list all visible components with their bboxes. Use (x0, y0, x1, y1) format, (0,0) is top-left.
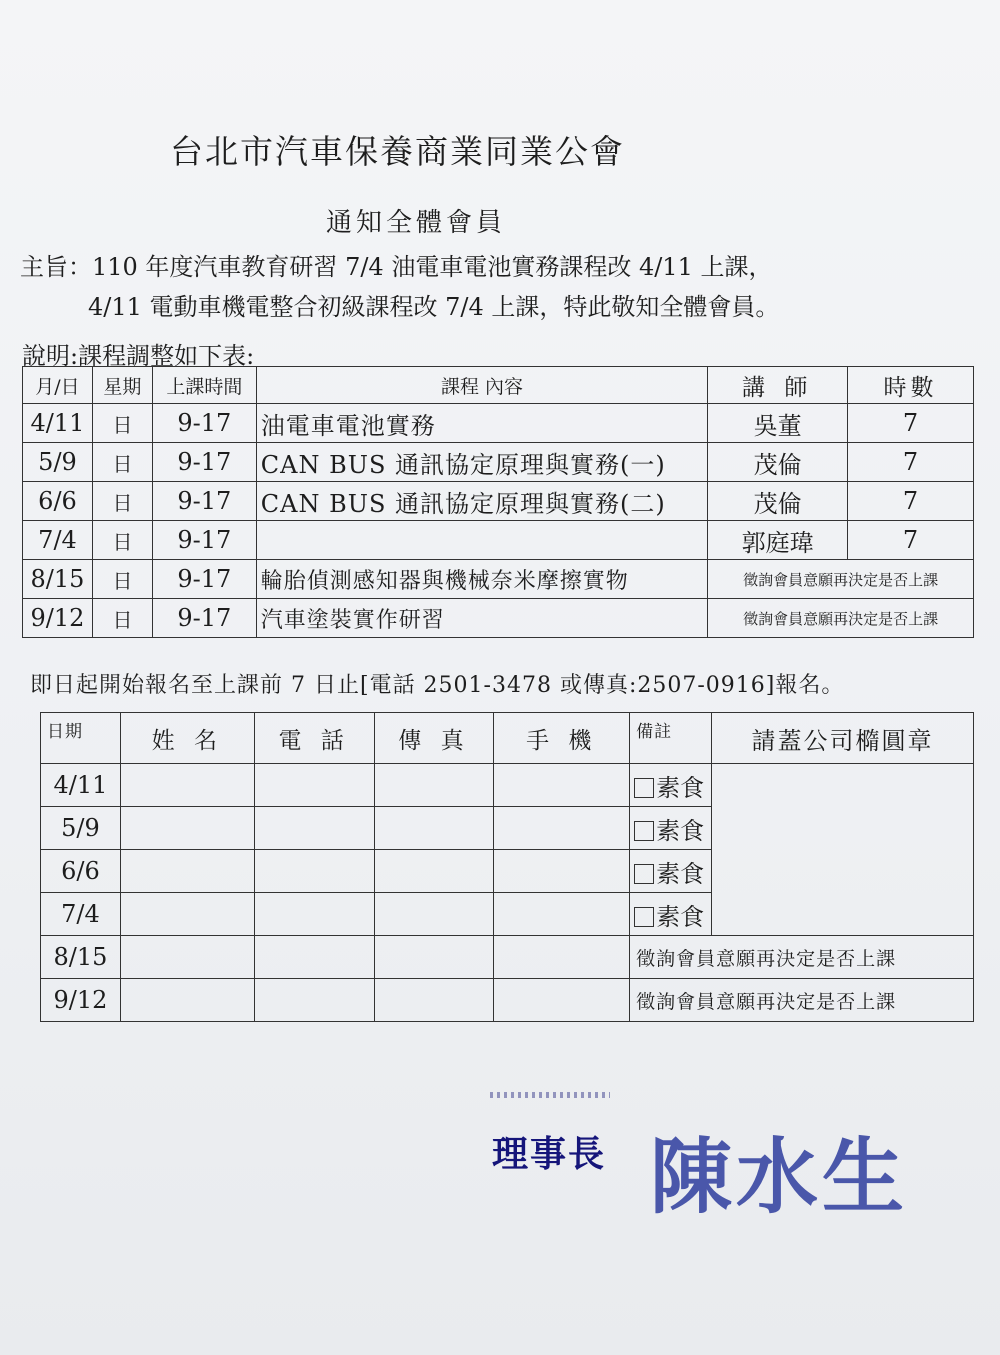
schedule-table (22, 366, 974, 638)
table-row (23, 560, 974, 599)
row-date: 9/12 (23, 599, 93, 638)
stamp-dots (490, 1092, 610, 1098)
org-title: 台北市汽車保養商業同業公會 (170, 132, 625, 171)
mobile-input-cell[interactable] (494, 764, 630, 807)
chairman-label: 理事長 (492, 1133, 607, 1175)
row-course: 輪胎偵測感知器與機械奈米摩擦實物 (256, 560, 707, 599)
signup-header-date: 日期 (41, 713, 121, 764)
signup-header-mobile: 手 機 (494, 713, 630, 764)
fax-input-cell[interactable] (374, 979, 494, 1022)
row-date: 8/15 (23, 560, 93, 599)
row-course: 油電車電池實務 (256, 404, 707, 443)
table-row (23, 599, 974, 638)
row-date: 5/9 (23, 443, 93, 482)
table-row (41, 936, 974, 979)
checkbox-icon[interactable] (634, 864, 654, 884)
name-input-cell[interactable] (120, 807, 254, 850)
row-time: 9-17 (152, 443, 256, 482)
signup-table (40, 712, 974, 1022)
mobile-input-cell[interactable] (494, 936, 630, 979)
row-hours: 7 (848, 443, 974, 482)
mobile-input-cell[interactable] (494, 850, 630, 893)
vegetarian-option[interactable] (630, 850, 712, 893)
subject (20, 247, 779, 327)
registration-note: 即日起開始報名至上課前 7 日止[電話 2501-3478 或傳真:2507-0916]報名。 (30, 673, 845, 698)
row-date: 7/4 (23, 521, 93, 560)
signup-header-row (41, 713, 974, 764)
vegetarian-label: 素食 (656, 902, 705, 931)
row-teacher: 吳董 (708, 404, 848, 443)
vegetarian-label: 素食 (656, 773, 705, 802)
phone-input-cell[interactable] (254, 979, 374, 1022)
header-course: 課程 內容 (256, 367, 707, 404)
row-teacher: 郭庭瑋 (708, 521, 848, 560)
vegetarian-option[interactable] (630, 807, 712, 850)
row-day: 日 (92, 443, 152, 482)
mobile-input-cell[interactable] (494, 979, 630, 1022)
row-teacher: 茂倫 (708, 443, 848, 482)
signup-date: 4/11 (41, 764, 121, 807)
signup-header-name: 姓 名 (120, 713, 254, 764)
fax-input-cell[interactable] (374, 764, 494, 807)
row-hours: 7 (848, 521, 974, 560)
row-note: 徵詢會員意願再決定是否上課 (708, 599, 974, 638)
row-day: 日 (92, 482, 152, 521)
checkbox-icon[interactable] (634, 907, 654, 927)
name-input-cell[interactable] (120, 936, 254, 979)
row-time: 9-17 (152, 521, 256, 560)
row-time: 9-17 (152, 599, 256, 638)
header-teacher: 講 師 (708, 367, 848, 404)
signup-header-remark: 備註 (630, 713, 712, 764)
row-course (256, 521, 707, 560)
notice-title: 通知全體會員 (326, 208, 507, 238)
vegetarian-option[interactable] (630, 764, 712, 807)
row-day: 日 (92, 521, 152, 560)
row-time: 9-17 (152, 560, 256, 599)
signup-header-phone: 電 話 (254, 713, 374, 764)
table-row (23, 482, 974, 521)
name-input-cell[interactable] (120, 893, 254, 936)
table-row (23, 521, 974, 560)
row-day: 日 (92, 599, 152, 638)
mobile-input-cell[interactable] (494, 893, 630, 936)
row-date: 6/6 (23, 482, 93, 521)
fax-input-cell[interactable] (374, 850, 494, 893)
phone-input-cell[interactable] (254, 764, 374, 807)
signup-date: 9/12 (41, 979, 121, 1022)
vegetarian-label: 素食 (656, 816, 705, 845)
row-note: 徵詢會員意願再決定是否上課 (708, 560, 974, 599)
name-input-cell[interactable] (120, 764, 254, 807)
table-row (23, 404, 974, 443)
row-course: 汽車塗裝實作研習 (256, 599, 707, 638)
fax-input-cell[interactable] (374, 893, 494, 936)
row-hours: 7 (848, 482, 974, 521)
header-day: 星期 (92, 367, 152, 404)
subject-line-1: 主旨：110 年度汽車教育研習 7/4 油電車電池實務課程改 4/11 上課， (20, 253, 773, 281)
phone-input-cell[interactable] (254, 850, 374, 893)
name-input-cell[interactable] (120, 979, 254, 1022)
header-date: 月/日 (23, 367, 93, 404)
subject-line-2: 4/11 電動車機電整合初級課程改 7/4 上課，特此敬知全體會員。 (88, 293, 780, 321)
name-input-cell[interactable] (120, 850, 254, 893)
signup-date: 6/6 (41, 850, 121, 893)
phone-input-cell[interactable] (254, 807, 374, 850)
signup-header-stamp: 請蓋公司橢圓章 (712, 713, 974, 764)
signup-date: 5/9 (41, 807, 121, 850)
signup-date: 8/15 (41, 936, 121, 979)
signup-pending-note: 徵詢會員意願再決定是否上課 (630, 979, 974, 1022)
row-time: 9-17 (152, 482, 256, 521)
chairman-signature-stamp: 陳水生 (650, 1129, 909, 1225)
signup-date: 7/4 (41, 893, 121, 936)
checkbox-icon[interactable] (634, 821, 654, 841)
row-time: 9-17 (152, 404, 256, 443)
row-date: 4/11 (23, 404, 93, 443)
fax-input-cell[interactable] (374, 936, 494, 979)
vegetarian-label: 素食 (656, 859, 705, 888)
checkbox-icon[interactable] (634, 778, 654, 798)
row-day: 日 (92, 560, 152, 599)
signup-pending-note: 徵詢會員意願再決定是否上課 (630, 936, 974, 979)
header-time: 上課時間 (152, 367, 256, 404)
row-day: 日 (92, 404, 152, 443)
row-course: CAN BUS 通訊協定原理與實務(二) (256, 482, 707, 521)
schedule-header-row (23, 367, 974, 404)
table-row (23, 443, 974, 482)
mobile-input-cell[interactable] (494, 807, 630, 850)
header-hours: 時數 (848, 367, 974, 404)
table-row (41, 979, 974, 1022)
row-course: CAN BUS 通訊協定原理與實務(一) (256, 443, 707, 482)
vegetarian-option[interactable] (630, 893, 712, 936)
phone-input-cell[interactable] (254, 893, 374, 936)
table-row (41, 764, 974, 807)
phone-input-cell[interactable] (254, 936, 374, 979)
row-teacher: 茂倫 (708, 482, 848, 521)
fax-input-cell[interactable] (374, 807, 494, 850)
signup-header-fax: 傳 真 (374, 713, 494, 764)
stamp-area[interactable] (712, 764, 974, 936)
row-hours: 7 (848, 404, 974, 443)
explain-text: 說明:課程調整如下表: (22, 342, 255, 370)
